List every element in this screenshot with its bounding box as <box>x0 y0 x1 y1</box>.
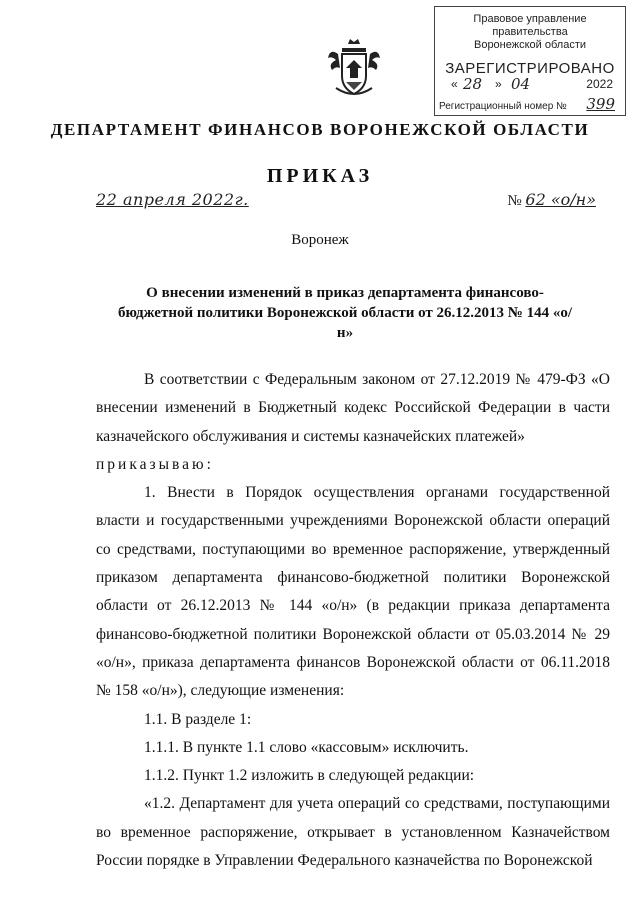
order-body <box>96 366 610 875</box>
stamp-reg-label: Регистрационный номер № <box>439 101 567 112</box>
document-type: ПРИКАЗ <box>266 165 374 187</box>
paragraph-item-1-1: 1.1. В разделе 1: <box>144 710 252 728</box>
registration-stamp <box>434 6 626 116</box>
paragraph-order-word: приказываю: <box>96 455 214 473</box>
coat-of-arms-icon <box>326 38 382 100</box>
stamp-date: « 28 » 04 2022 <box>451 75 613 93</box>
order-subject: О внесении изменений в приказ департамента финансово-бюджетной политики Воронежской области от 26.12.2013 № 144 «о/н» <box>117 285 573 341</box>
paragraph-preamble: В соответствии с Федеральным законом от 27.12.2019 № 479-ФЗ «О внесении изменений в Бюджетный кодекс Российской Федерации в части казначейского обслуживания и системы казначейских платежей» <box>96 371 610 445</box>
stamp-reg-line <box>439 95 623 113</box>
stamp-line-1: Правовое управление правительства <box>473 13 587 38</box>
order-number <box>507 190 596 210</box>
stamp-reg-number: 399 <box>586 95 615 113</box>
stamp-date-year: 2022 <box>586 77 613 91</box>
stamp-date-day: 28 <box>463 75 483 93</box>
department-name: ДЕПАРТАМЕНТ ФИНАНСОВ ВОРОНЕЖСКОЙ ОБЛАСТИ <box>50 120 590 139</box>
stamp-date-month: 04 <box>511 75 531 93</box>
stamp-line-2: Воронежской области <box>473 39 586 51</box>
stamp-registered: ЗАРЕГИСТРИРОВАНО <box>445 60 615 77</box>
paragraph-item-1-1-1: 1.1.1. В пункте 1.1 слово «кассовым» исключить. <box>144 738 469 756</box>
order-number-value: 62 «о/н» <box>525 190 596 209</box>
city-name: Воронеж <box>291 232 349 248</box>
paragraph-item-1-2-quote: «1.2. Департамент для учета операций со средствами, поступающими во временное распоряжение, открывает в установленном Казначейством России порядке в Управлении Федерального казначейства по Воронежской <box>96 795 610 870</box>
order-number-label: № <box>507 193 522 209</box>
paragraph-item-1-1-2: 1.1.2. Пункт 1.2 изложить в следующей редакции: <box>144 767 475 785</box>
order-date: 22 апреля 2022г. <box>96 190 249 209</box>
paragraph-item-1: 1. Внести в Порядок осуществления органами государственной власти и государственными учреждениями Воронежской области операций со средствами, поступающими во временное распоряжение, утвержденный приказом департамента финансово-бюджетной политики Воронежской области от 26.12.2013 № 144 «о/н» (в редакции приказа департамента финансово-бюджетной политики Воронежской области от 05.03.2014 № 29 «о/н», приказа департамента финансов Воронежской области от 06.11.2018 № 158 «о/н»), следующие изменения: <box>96 484 610 700</box>
